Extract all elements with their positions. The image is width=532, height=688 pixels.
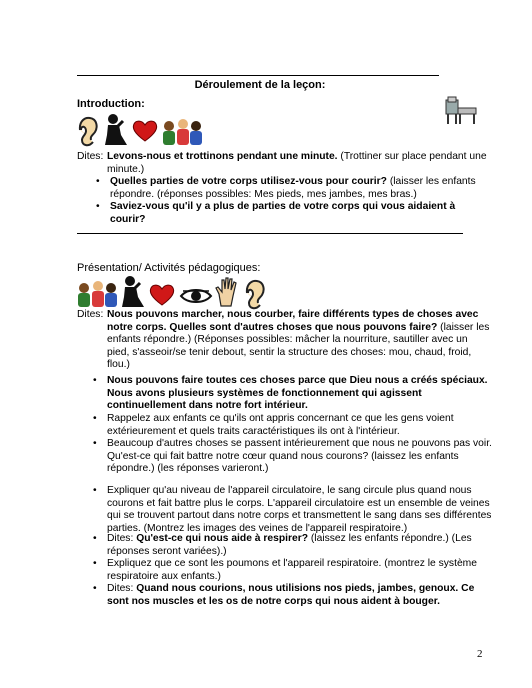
bullet-icon: •: [93, 485, 97, 496]
introduction-heading: Introduction:: [77, 98, 145, 110]
top-rule: [77, 75, 439, 76]
intro-main-rest: (Trottiner sur place pendant une minute.): [107, 151, 487, 175]
list-item: [96, 176, 480, 201]
bullet-bold: Quelles parties de votre corps utilisez-vous pour courir?: [110, 176, 387, 187]
presentation-heading: Présentation/ Activités pédagogiques:: [77, 262, 261, 274]
list-item: [93, 558, 497, 583]
bullet-text: (laisser les enfants répondre. (réponses possibles: Mes pieds, mes jambes, mes bras.): [110, 176, 476, 200]
bullet-bold: Nous pouvons faire toutes ces choses parce que Dieu nous a créés spéciaux. Nous avons plusieurs systèmes de fonctionnement qui agissent continuellement dans notre fort intérieur.: [107, 375, 488, 412]
presentation-main-bold: Nous pouvons marcher, nous courber, faire différents types de choses avec notre corps. Quelles sont d'autres choses que nous pouvons faire?: [107, 309, 479, 333]
bullet-prefix: Dites:: [107, 583, 137, 594]
page-number: 2: [477, 648, 483, 660]
bullet-icon: •: [96, 176, 100, 187]
list-item: [93, 413, 497, 438]
list-item: [93, 533, 497, 558]
bullet-bold: Qu'est-ce qui nous aide à respirer?: [136, 533, 309, 544]
list-item: [93, 375, 497, 413]
bullet-icon: •: [93, 583, 97, 594]
teacher-desk-icon: [444, 96, 478, 126]
bullet-text: Rappelez aux enfants ce qu'ils ont appris concernant ce que les gens voient extérieurement et quels traits caractéristiques ils ont à l'intérieur.: [107, 413, 454, 437]
hand-icon: [214, 276, 240, 308]
bullet-icon: •: [96, 201, 100, 212]
intro-main-line: [107, 151, 487, 176]
intro-dites-label: Dites:: [77, 151, 104, 162]
heart-icon: [149, 283, 175, 307]
bullet-bold: Saviez-vous qu'il y a plus de parties de votre corps qui vous aidaient à courir?: [110, 201, 456, 225]
intro-main-bold: Levons-nous et trottinons pendant une minute.: [107, 151, 338, 162]
heart-icon: [132, 119, 158, 143]
bullet-text: (laissez les enfants répondre.) (Les réponses seront variées).): [107, 533, 472, 557]
presentation-dites-label: Dites:: [77, 309, 104, 320]
list-item: [93, 583, 497, 608]
eye-icon: [179, 287, 213, 305]
bullet-text: Expliquez que ce sont les poumons et l'appareil respiratoire. (montrez le système respiratoire aux enfants.): [107, 558, 477, 582]
children-group-icon: [76, 281, 120, 309]
list-item: [96, 201, 470, 226]
praying-person-icon: [120, 275, 146, 309]
list-item: [93, 438, 497, 476]
presentation-main-line: [107, 309, 492, 372]
bullet-icon: •: [93, 375, 97, 386]
bullet-text: Beaucoup d'autres choses se passent intérieurement que nous ne pouvons pas voir. Qu'est-ce qui fait battre notre cœur quand nous courons? (laissez les enfants répondre.) (les réponses varieront.): [107, 438, 492, 475]
bullet-bold: Quand nous courions, nous utilisions nos pieds, jambes, genoux. Ce sont nos muscles et les os de notre corps qui nous aident à bouger.: [107, 583, 475, 607]
page-title: Déroulement de la leçon:: [194, 79, 326, 91]
list-item: [93, 485, 497, 535]
bullet-prefix: Dites:: [107, 533, 137, 544]
praying-person-icon: [103, 113, 129, 147]
bullet-text: Expliquer qu'au niveau de l'appareil circulatoire, le sang circule plus quand nous courons et fait battre plus le corps. L'appareil circulatoire est un ensemble de veines qui se trouvent partout dans notre corps et transmettent le sang dans ses différentes parties. (Montrez les images des veines de l'appareil respiratoire.): [107, 485, 492, 534]
bullet-icon: •: [93, 558, 97, 569]
ear-icon: [77, 116, 99, 148]
ear-icon: [244, 279, 266, 311]
presentation-main-rest: (laisser les enfants répondre.) (Réponses possibles: mâcher la nourriture, sautiller avec un pied, s'asseoir/se tenir debout, sentir la structure des choses: mou, chaud, froid, flou.): [107, 321, 490, 371]
bullet-icon: •: [93, 413, 97, 424]
bullet-icon: •: [93, 533, 97, 544]
intro-bottom-rule: [77, 233, 463, 234]
bullet-icon: •: [93, 438, 97, 449]
children-group-icon: [161, 119, 205, 147]
